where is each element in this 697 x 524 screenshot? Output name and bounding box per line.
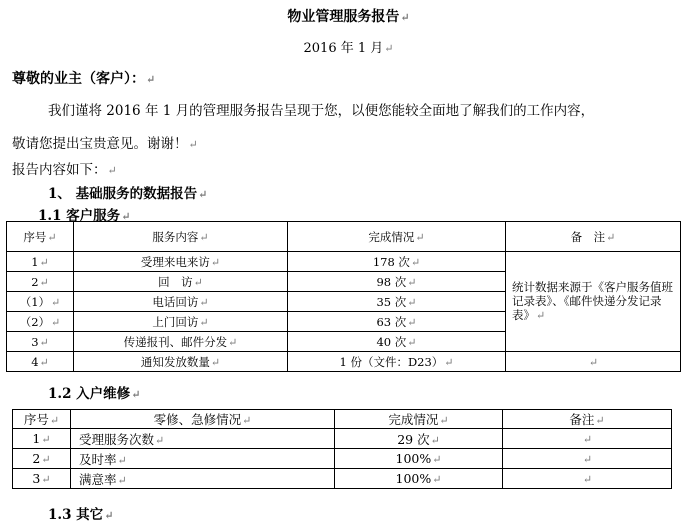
paragraph-line-2: 敬请您提出宝贵意见。谢谢！↵ [12, 136, 198, 152]
row-number: 1↵ [7, 252, 74, 272]
header-cell: 序号↵ [13, 410, 71, 429]
row-content: 传递报刊、邮件分发↵ [74, 332, 288, 352]
repair-table [12, 409, 672, 489]
row-number: 1↵ [13, 429, 71, 449]
row-content: 受理服务次数↵ [71, 429, 335, 449]
row-content: 满意率↵ [71, 469, 335, 489]
row-content: 回 访↵ [74, 272, 288, 292]
row-content: 上门回访↵ [74, 312, 288, 332]
remark-empty: ↵ [503, 469, 672, 489]
header-cell: 完成情况↵ [288, 222, 506, 252]
row-status: 100%↵ [335, 469, 503, 489]
row-content: 及时率↵ [71, 449, 335, 469]
table-row [13, 429, 672, 449]
salutation: 尊敬的业主（客户）：↵ [12, 71, 156, 87]
header-cell: 服务内容↵ [74, 222, 288, 252]
remark-empty: ↵ [503, 449, 672, 469]
row-content: 电话回访↵ [74, 292, 288, 312]
row-content: 通知发放数量↵ [74, 352, 288, 372]
row-number: 2↵ [13, 449, 71, 469]
section-heading-1: 1、 基础服务的数据报告↵ [48, 186, 208, 202]
table-header-row [13, 410, 672, 429]
subsection-heading-1-1: 1.1 客户服务↵ [38, 208, 131, 224]
report-date: 2016 年 1 月↵ [303, 41, 394, 56]
header-cell: 备注↵ [503, 410, 672, 429]
header-cell: 序号↵ [7, 222, 74, 252]
row-status: 100%↵ [335, 449, 503, 469]
subsection-heading-1-2: 1.2 入户维修↵ [48, 386, 141, 402]
row-status: 178 次↵ [288, 252, 506, 272]
report-title: 物业管理服务报告↵ [287, 9, 410, 25]
row-number: （2）↵ [7, 312, 74, 332]
row-status: 63 次↵ [288, 312, 506, 332]
row-number: 4↵ [7, 352, 74, 372]
table-header-row [7, 222, 681, 252]
paragraph-line-1: 我们谨将 2016 年 1 月的管理服务报告呈现于您，以便您能较全面地了解我们的工作内容， [48, 103, 595, 119]
row-number: （1）↵ [7, 292, 74, 312]
table-row [13, 469, 672, 489]
remark-cell: 统计数据来源于《客户服务值班记录表》、《邮件快递分发记录表》↵ [506, 252, 681, 352]
table-row [13, 449, 672, 469]
header-cell: 零修、急修情况↵ [71, 410, 335, 429]
row-content: 受理来电来访↵ [74, 252, 288, 272]
header-cell: 完成情况↵ [335, 410, 503, 429]
row-number: 3↵ [13, 469, 71, 489]
row-status: 1 份（文件：D23）↵ [288, 352, 506, 372]
table-row [7, 352, 681, 372]
subsection-heading-1-3: 1.3 其它↵ [48, 507, 114, 523]
header-cell: 备 注↵ [506, 222, 681, 252]
row-number: 2↵ [7, 272, 74, 292]
remark-empty: ↵ [503, 429, 672, 449]
row-status: 98 次↵ [288, 272, 506, 292]
customer-service-table [6, 221, 681, 372]
row-status: 35 次↵ [288, 292, 506, 312]
row-number: 3↵ [7, 332, 74, 352]
intro-text: 报告内容如下：↵ [12, 162, 117, 178]
row-status: 40 次↵ [288, 332, 506, 352]
table-row [7, 252, 681, 272]
row-status: 29 次↵ [335, 429, 503, 449]
remark-empty: ↵ [506, 352, 681, 372]
